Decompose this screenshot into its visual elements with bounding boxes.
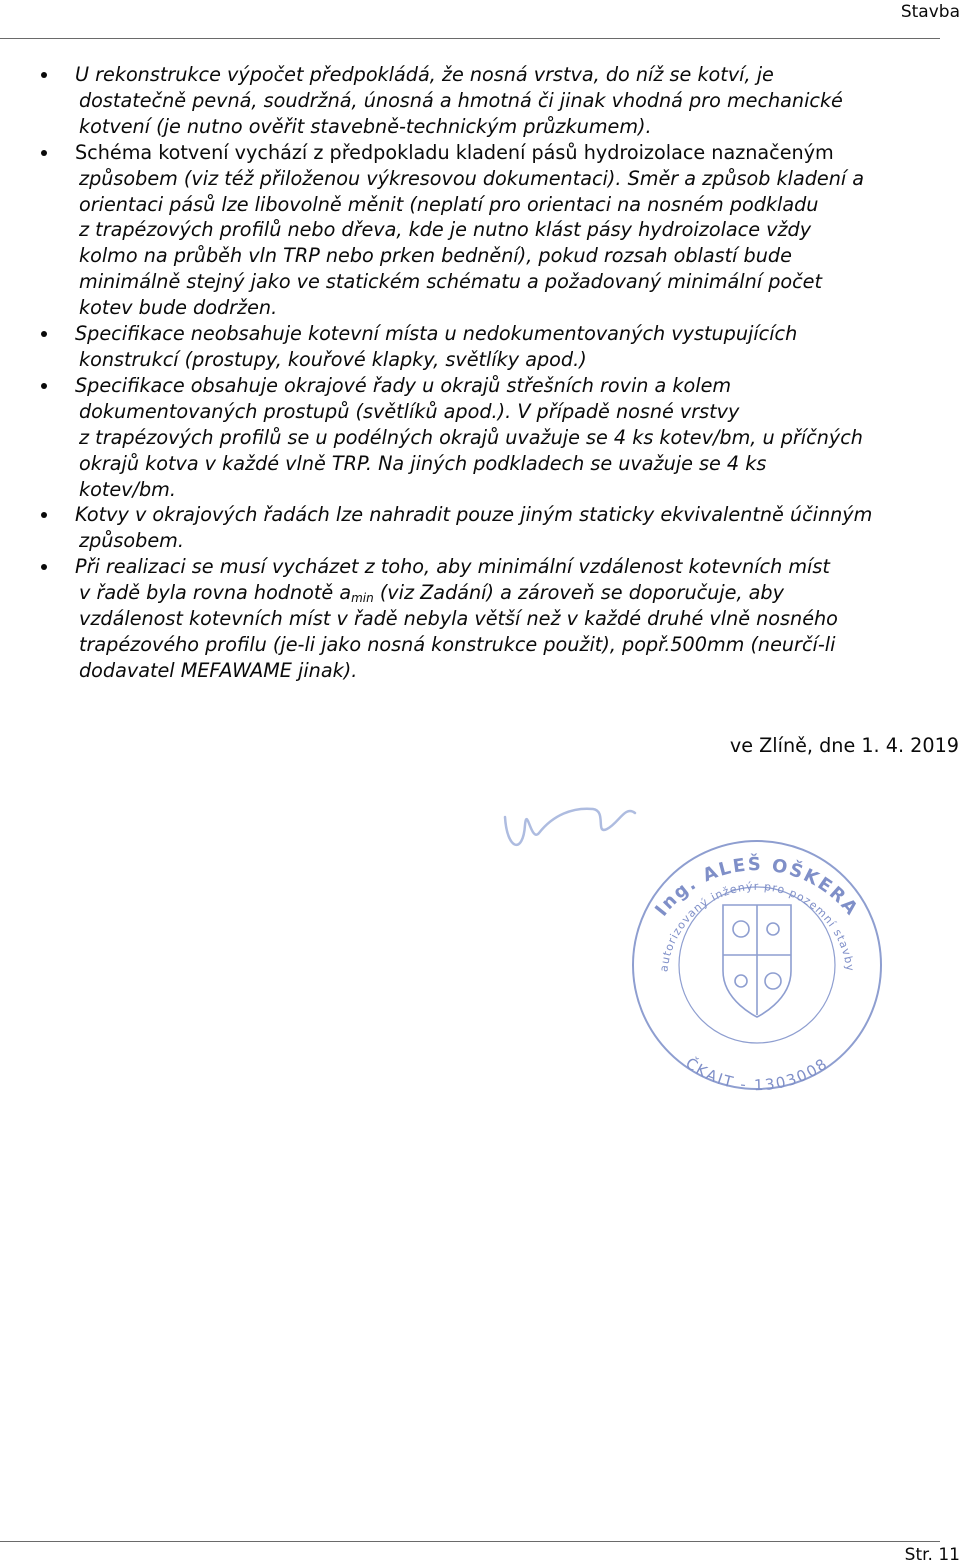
text-line: okrajů kotva v každé vlně TRP. Na jiných podkladech se uvažuje se 4 ks: [79, 451, 767, 475]
text-line: způsobem.: [79, 529, 184, 553]
text-line: dodavatel MEFAWAME jinak).: [79, 658, 358, 682]
place-date: ve Zlíně, dne 1. 4. 2019: [729, 734, 959, 757]
text-line: U rekonstrukce výpočet předpokládá, že nosná vrstva, do níž se kotví, je: [75, 63, 774, 86]
stamp-outer-text: Ing. ALEŠ OŠKERA: [651, 854, 863, 921]
page-number: Str. 11: [904, 1545, 960, 1565]
text-line: Schéma kotvení vychází z předpokladu kladení pásů hydroizolace naznačeným: [75, 140, 834, 164]
list-item: [0, 62, 960, 140]
text-span-italic: způsobem (viz též přiloženou výkresovou dokumentaci).: [79, 166, 622, 190]
text-line: trapézového profilu (je-li jako nosná konstrukce použit), popř.500mm (neurčí-li: [79, 632, 836, 656]
list-item: [0, 554, 960, 684]
text-line: [79, 580, 960, 606]
text-line: kotvení (je nutno ověřit stavebně-technickým průzkumem).: [79, 114, 652, 138]
page-header: [0, 0, 960, 40]
text-line: dokumentovaných prostupů (světlíků apod.). V případě nosné vrstvy: [79, 399, 740, 423]
list-item: [0, 321, 960, 373]
header-section-label: Stavba: [900, 2, 960, 22]
text-line: Při realizaci se musí vycházet z toho, aby minimální vzdálenost kotevních míst: [75, 555, 830, 579]
bullet-list: [0, 62, 960, 684]
text-line: z trapézových profilů se u podélných okrajů uvažuje se 4 ks kotev/bm, u příčných: [79, 425, 863, 449]
list-item: [0, 502, 960, 554]
text-span: (viz Zadání) a zároveň se doporučuje, aby: [373, 581, 784, 605]
text-line: orientaci pásů lze libovolně měnit (neplatí pro orientaci na nosném podkladu: [79, 192, 819, 216]
stamp-inner-text: autorizovaný inženýr pro pozemní stavby: [657, 879, 857, 973]
text-line: Specifikace neobsahuje kotevní místa u nedokumentovaných vystupujících: [75, 322, 798, 346]
text-line: kolmo na průběh vln TRP nebo prken bednění), pokud rozsah oblastí bude: [79, 244, 792, 268]
text-line: Specifikace obsahuje okrajové řady u okrajů střešních rovin a kolem: [75, 373, 732, 397]
bullet-icon: [41, 72, 47, 78]
text-line: [79, 166, 960, 192]
text-span: v řadě byla rovna hodnotě a: [79, 581, 352, 605]
text-line: vzdálenost kotevních míst v řadě nebyla větší než v každé druhé vlně nosného: [79, 607, 838, 631]
text-span: Směr a způsob kladení a: [621, 166, 865, 190]
signature-scribble: [505, 809, 635, 845]
text-line: kotev/bm.: [79, 477, 176, 501]
bullet-icon: [41, 150, 47, 156]
stamp-coat-of-arms: [723, 905, 791, 1017]
text-line: konstrukcí (prostupy, kouřové klapky, světlíky apod.): [79, 347, 587, 371]
text-line: z trapézových profilů nebo dřeva, kde je nutno klást pásy hydroizolace vždy: [79, 218, 812, 242]
official-stamp-icon: [495, 795, 885, 1095]
subscript-min: min: [351, 591, 374, 606]
footer-rule: [0, 1541, 940, 1542]
text-line: dostatečně pevná, soudržná, únosná a hmotná či jinak vhodná pro mechanické: [79, 88, 843, 112]
list-item: [0, 373, 960, 503]
bullet-icon: [41, 564, 47, 570]
list-item: [0, 140, 960, 321]
stamp-bottom-text: ČKAIT - 1303008: [682, 1053, 832, 1095]
bullet-icon: [41, 383, 47, 389]
text-line: kotev bude dodržen.: [79, 296, 278, 320]
header-rule: [0, 38, 940, 39]
bullet-icon: [41, 512, 47, 518]
bullet-icon: [41, 331, 47, 337]
text-line: Kotvy v okrajových řadách lze nahradit pouze jiným staticky ekvivalentně účinným: [75, 503, 873, 527]
text-line: minimálně stejný jako ve statickém schématu a požadovaný minimální počet: [79, 270, 822, 294]
